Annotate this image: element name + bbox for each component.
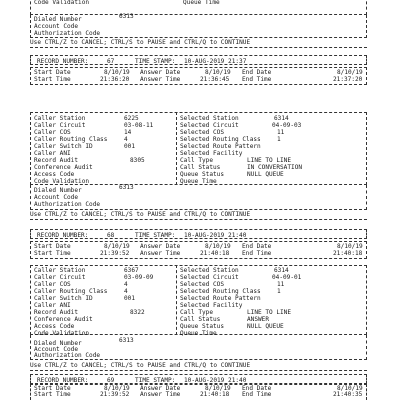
start-time: Start Time (34, 250, 71, 257)
top-dialed-number-value: 6313 (119, 13, 134, 20)
start-date: Start Date (34, 385, 71, 392)
call-status: Call Status (180, 316, 221, 323)
record-68-footer-prompt: Use CTRL/Z to CANCEL; CTRL/S to PAUSE and CTRL/Q to CONTINUE (30, 362, 251, 369)
dialed-number: Dialed Number (34, 340, 82, 347)
call-status-value: IN CONVERSATION (247, 164, 303, 171)
record-68-footer-rule (30, 370, 367, 371)
record-67-footer-rule (30, 219, 367, 220)
start-date: Start Date (34, 243, 71, 250)
start-date-value: 8/10/19 (104, 243, 130, 250)
end-time: End Time (242, 250, 272, 257)
account-code: Account Code (34, 346, 79, 353)
selected-cos-value: 11 (277, 129, 285, 136)
selected-circuit: Selected Circuit (180, 274, 239, 281)
timestamp-label: TIME STAMP: (135, 57, 176, 65)
selected-station-value: 6314 (274, 115, 289, 122)
caller-cos-value: 4 (124, 281, 128, 288)
caller-cos-value: 14 (124, 129, 132, 136)
selected-cos: Selected COS (180, 281, 225, 288)
conference-audit: Conference Audit (34, 164, 93, 171)
caller-station-value: 6367 (124, 267, 139, 274)
end-date: End Date (242, 385, 272, 392)
record-number-value: 67 (107, 57, 115, 65)
answer-date: Answer Date (140, 69, 181, 76)
selected-routing-class: Selected Routing Class (180, 288, 261, 295)
top-queue-time: Queue Time (183, 0, 220, 6)
selected-routing-class-value: 1 (277, 136, 281, 143)
call-status: Call Status (180, 164, 221, 171)
record-audit: Record Audit (34, 309, 79, 316)
end-date: End Date (242, 243, 272, 250)
record-69-times-box (30, 384, 367, 400)
call-type: Call Type (180, 157, 214, 164)
start-time-value: 21:39:52 (100, 391, 130, 398)
timestamp-value: 10-AUG-2019 21:40 (184, 231, 247, 239)
caller-routing-class: Caller Routing Class (34, 288, 108, 295)
queue-time: Queue Time (180, 178, 217, 185)
start-date-value: 8/10/19 (104, 69, 130, 76)
caller-circuit-value: 03-08-11 (124, 122, 154, 129)
timestamp-value: 10-AUG-2019 21:40 (184, 376, 247, 384)
answer-time: Answer Time (140, 250, 181, 257)
dialed-number-value: 6313 (119, 337, 134, 344)
code-validation: Code Validation (34, 178, 90, 185)
answer-time-value: 21:40:18 (200, 391, 230, 398)
answer-date-value: 8/10/19 (205, 243, 231, 250)
top-footer-rule (30, 47, 367, 48)
queue-status-value: NULL QUEUE (247, 171, 284, 178)
queue-status-value: NULL QUEUE (247, 323, 284, 330)
start-date: Start Date (34, 69, 71, 76)
end-time: End Time (242, 391, 272, 398)
record-number-value: 68 (107, 231, 115, 239)
record-number-value: 69 (107, 376, 115, 384)
answer-date: Answer Date (140, 385, 181, 392)
call-type-value: LINE TO LINE (247, 157, 292, 164)
record-67-column-divider (176, 112, 177, 185)
caller-routing-class-value: 4 (124, 288, 128, 295)
selected-facility: Selected Facility (180, 302, 243, 309)
account-code: Account Code (34, 194, 79, 201)
authorization-code: Authorization Code (34, 352, 101, 359)
caller-station: Caller Station (34, 267, 86, 274)
caller-station-value: 6225 (124, 115, 139, 122)
selected-facility: Selected Facility (180, 150, 243, 157)
top-account-code: Account Code (34, 23, 79, 30)
record-audit: Record Audit (34, 157, 79, 164)
end-time-value: 21:40:35 (333, 391, 363, 398)
caller-ani: Caller ANI (34, 302, 71, 309)
answer-time: Answer Time (140, 391, 181, 398)
timestamp-label: TIME STAMP: (135, 231, 176, 239)
timestamp-label: TIME STAMP: (135, 376, 176, 384)
end-date: End Date (242, 69, 272, 76)
selected-circuit-value: 04-09-03 (272, 122, 302, 129)
top-footer-prompt: Use CTRL/Z to CANCEL; CTRL/S to PAUSE and CTRL/Q to CONTINUE (30, 39, 251, 46)
caller-circuit: Caller Circuit (34, 274, 86, 281)
conference-audit: Conference Audit (34, 316, 93, 323)
queue-status: Queue Status (180, 171, 225, 178)
end-time-value: 21:37:20 (333, 76, 363, 83)
dialed-number-value: 6313 (119, 184, 134, 191)
authorization-code: Authorization Code (34, 201, 101, 208)
record-67-header (30, 55, 367, 65)
caller-cos: Caller COS (34, 129, 71, 136)
caller-switch-id-value: 001 (124, 295, 136, 302)
caller-station: Caller Station (34, 115, 86, 122)
caller-switch-id: Caller Switch ID (34, 143, 93, 150)
selected-station: Selected Station (180, 115, 239, 122)
selected-cos: Selected COS (180, 129, 225, 136)
start-time-value: 21:36:20 (100, 76, 130, 83)
top-authorization-code: Authorization Code (34, 30, 101, 37)
caller-switch-id: Caller Switch ID (34, 295, 93, 302)
answer-time-value: 21:36:45 (200, 76, 230, 83)
selected-circuit-value: 04-09-01 (272, 274, 302, 281)
record-69-header (30, 374, 367, 384)
start-time: Start Time (34, 76, 71, 83)
call-type: Call Type (180, 309, 214, 316)
dialed-number: Dialed Number (34, 187, 82, 194)
selected-route-pattern: Selected Route Pattern (180, 143, 261, 150)
caller-circuit: Caller Circuit (34, 122, 86, 129)
start-date-value: 8/10/19 (104, 385, 130, 392)
caller-circuit-value: 03-09-09 (124, 274, 154, 281)
caller-cos: Caller COS (34, 281, 71, 288)
end-time: End Time (242, 76, 272, 83)
access-code: Access Code (34, 171, 75, 178)
end-date-value: 8/10/19 (337, 243, 363, 250)
call-type-value: LINE TO LINE (247, 309, 292, 316)
answer-date: Answer Date (140, 243, 181, 250)
selected-routing-class: Selected Routing Class (180, 136, 261, 143)
record-number-label: RECORD NUMBER: (37, 376, 89, 384)
call-status-value: ANSWER (247, 316, 270, 323)
record-audit-value: 8305 (130, 157, 145, 164)
timestamp-value: 10-AUG-2019 21:37 (184, 57, 247, 65)
record-68-times-box (30, 241, 367, 259)
end-date-value: 8/10/19 (337, 385, 363, 392)
record-68-column-divider (176, 265, 177, 335)
end-date-value: 8/10/19 (337, 69, 363, 76)
answer-date-value: 8/10/19 (205, 69, 231, 76)
record-67-footer-prompt: Use CTRL/Z to CANCEL; CTRL/S to PAUSE and CTRL/Q to CONTINUE (30, 211, 251, 218)
answer-time-value: 21:40:18 (200, 250, 230, 257)
start-time: Start Time (34, 391, 71, 398)
caller-switch-id-value: 001 (124, 143, 136, 150)
caller-routing-class-value: 4 (124, 136, 128, 143)
caller-ani: Caller ANI (34, 150, 71, 157)
answer-time: Answer Time (140, 76, 181, 83)
record-audit-value: 8322 (130, 309, 145, 316)
selected-station-value: 6314 (274, 267, 289, 274)
record-number-label: RECORD NUMBER: (37, 231, 89, 239)
record-number-label: RECORD NUMBER: (37, 57, 89, 65)
selected-routing-class-value: 1 (277, 288, 281, 295)
end-time-value: 21:40:18 (333, 250, 363, 257)
caller-routing-class: Caller Routing Class (34, 136, 108, 143)
selected-station: Selected Station (180, 267, 239, 274)
code-validation: Code Validation (34, 330, 90, 337)
record-68-header (30, 229, 367, 239)
selected-cos-value: 11 (277, 281, 285, 288)
answer-date-value: 8/10/19 (205, 385, 231, 392)
queue-time: Queue Time (180, 330, 217, 337)
access-code: Access Code (34, 323, 75, 330)
queue-status: Queue Status (180, 323, 225, 330)
selected-circuit: Selected Circuit (180, 122, 239, 129)
selected-route-pattern: Selected Route Pattern (180, 295, 261, 302)
top-dialed-number: Dialed Number (34, 16, 82, 23)
start-time-value: 21:39:52 (100, 250, 130, 257)
top-code-validation: Code Validation (34, 0, 90, 6)
record-67-times-box (30, 67, 367, 85)
